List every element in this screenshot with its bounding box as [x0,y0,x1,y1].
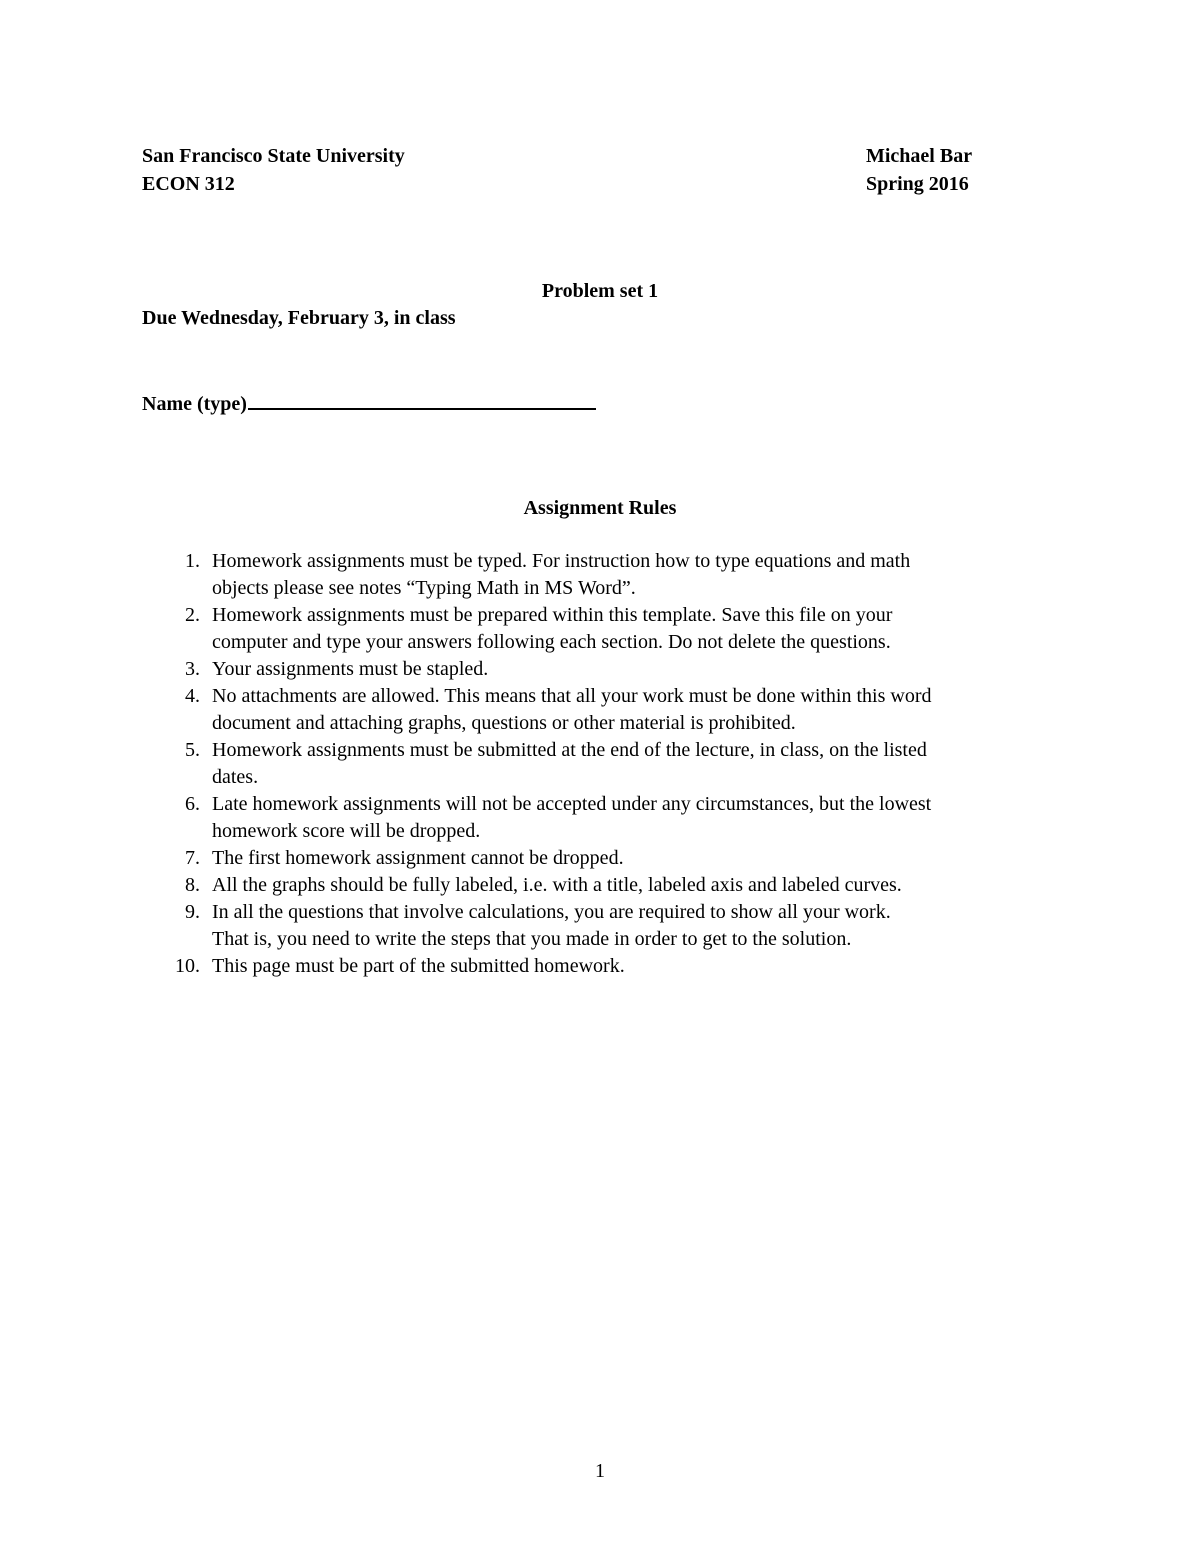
rule-text-line: That is, you need to write the steps that you made in order to get to the solution. [212,928,852,950]
header-left [142,142,405,198]
rule-item [162,845,1062,872]
name-field-row [142,388,596,417]
rule-number: 5. [185,739,200,761]
rule-item [162,656,1062,683]
instructor-name: Michael Bar [866,145,973,167]
institution-name: San Francisco State University [142,145,405,167]
rule-text-line: Late homework assignments will not be accepted under any circumstances, but the lowest [212,793,932,815]
rule-number: 9. [185,901,200,923]
course-code: ECON 312 [142,173,235,195]
rule-text-line: document and attaching graphs, questions or other material is prohibited. [212,712,796,734]
rule-number: 3. [185,658,200,680]
rule-text-line: computer and type your answers following each section. Do not delete the questions. [212,631,891,653]
rule-number: 10. [175,955,200,977]
rule-text-line: No attachments are allowed. This means that all your work must be done within this word [212,685,932,707]
rule-text-line: homework score will be dropped. [212,820,481,842]
rule-item [162,791,1062,845]
rule-item [162,548,1062,602]
rule-text-line: Your assignments must be stapled. [212,658,489,680]
rule-text-line: This page must be part of the submitted homework. [212,955,625,977]
rule-number: 1. [185,550,200,572]
due-date: Due Wednesday, February 3, in class [142,307,456,329]
rule-text-line: In all the questions that involve calculations, you are required to show all your work. [212,901,891,923]
rule-text-line: objects please see notes “Typing Math in MS Word”. [212,577,636,599]
rule-text-line: dates. [212,766,259,788]
rule-item [162,953,1062,980]
rule-item [162,737,1062,791]
rules-heading: Assignment Rules [523,497,677,519]
rule-number: 7. [185,847,200,869]
rule-text-line: The first homework assignment cannot be dropped. [212,847,624,869]
rule-text-line: Homework assignments must be submitted at the end of the lecture, in class, on the listed [212,739,927,761]
rule-item [162,872,1062,899]
header-right [866,142,972,198]
rule-item [162,683,1062,737]
rule-item [162,899,1062,953]
rule-number: 8. [185,874,200,896]
name-blank-line[interactable] [248,388,596,410]
document-title: Problem set 1 [541,280,659,302]
rule-number: 6. [185,793,200,815]
rule-item [162,602,1062,656]
page-number: 1 [595,1460,605,1482]
rule-number: 2. [185,604,200,626]
rule-text-line: Homework assignments must be typed. For instruction how to type equations and math [212,550,911,572]
name-label: Name (type) [142,393,247,415]
rule-number: 4. [185,685,200,707]
rules-list [162,548,1062,980]
rule-text-line: Homework assignments must be prepared within this template. Save this file on your [212,604,893,626]
rule-text-line: All the graphs should be fully labeled, i.e. with a title, labeled axis and labeled curves. [212,874,902,896]
term: Spring 2016 [866,173,969,195]
